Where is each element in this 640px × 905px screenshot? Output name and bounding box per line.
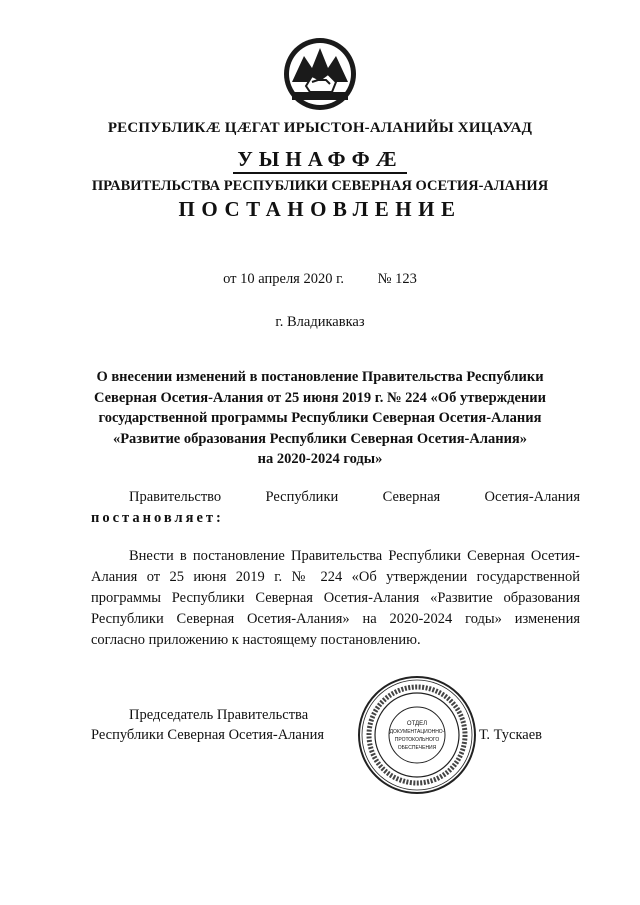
preamble-text: Правительство Республики Северная Осетия-Алания [129, 489, 580, 505]
preamble-line [91, 487, 580, 508]
seal-center-line: ПРОТОКОЛЬНОГО [394, 737, 440, 743]
government-russian-heading: ПРАВИТЕЛЬСТВА РЕСПУБЛИКИ СЕВЕРНАЯ ОСЕТИЯ-АЛАНИЯ [91, 178, 549, 194]
title-line: на 2020-2024 годы» [257, 451, 383, 467]
date-line [0, 271, 640, 288]
official-seal-stamp [357, 675, 477, 795]
title-line: государственной программы Республики Северная Осетия-Алания [98, 410, 542, 426]
coat-of-arms-emblem [282, 36, 358, 112]
title-line: Северная Осетия-Алания от 25 июня 2019 г. № 224 «Об утверждении [93, 389, 547, 406]
title-line: «Развитие образования Республики Северная Осетия-Алания» [112, 430, 528, 447]
document-number: № 123 [377, 271, 417, 287]
doc-type-ossetian-text: УЫНАФФӔ [233, 147, 406, 174]
seal-center-line: ДОКУМЕНТАЦИОННО- [389, 729, 445, 735]
republic-ossetian-heading: РЕСПУБЛИКӔ ЦӔГАТ ИРЫСТОН-АЛАНИЙЫ ХИЦАУАД [107, 120, 533, 136]
doc-type-ossetian-heading [0, 147, 640, 172]
signer-name: Т. Тускаев [479, 727, 543, 743]
city-line: г. Владикавказ [275, 314, 365, 330]
main-paragraph [91, 546, 580, 651]
seal-center-line: ОБЕСПЕЧЕНИЯ [397, 745, 437, 751]
signer-position-line1: Председатель Правительства [129, 707, 309, 723]
title-line: О внесении изменений в постановление Правительства Республики [96, 369, 544, 385]
document-title [0, 367, 640, 470]
document-date: от 10 апреля 2020 г. [223, 271, 345, 287]
resolves-word: постановляет: [91, 510, 224, 526]
signer-position-line2: Республики Северная Осетия-Алания [91, 727, 325, 743]
main-paragraph-text: Внести в постановление Правительства Республики Северная Осетия-Алания от 25 июня 2019 г. № 224 «Об утверждении государственной программы Республики Северная Осетия-Алания «Развитие образования Республики Северная Осетия-Алания» на 2020-2024 годы» изменения согласно приложению к настоящему постановлению. [91, 548, 580, 648]
doc-type-russian-heading: ПОСТАНОВЛЕНИЕ [178, 197, 462, 221]
seal-center-line: ОТДЕЛ [406, 721, 428, 727]
